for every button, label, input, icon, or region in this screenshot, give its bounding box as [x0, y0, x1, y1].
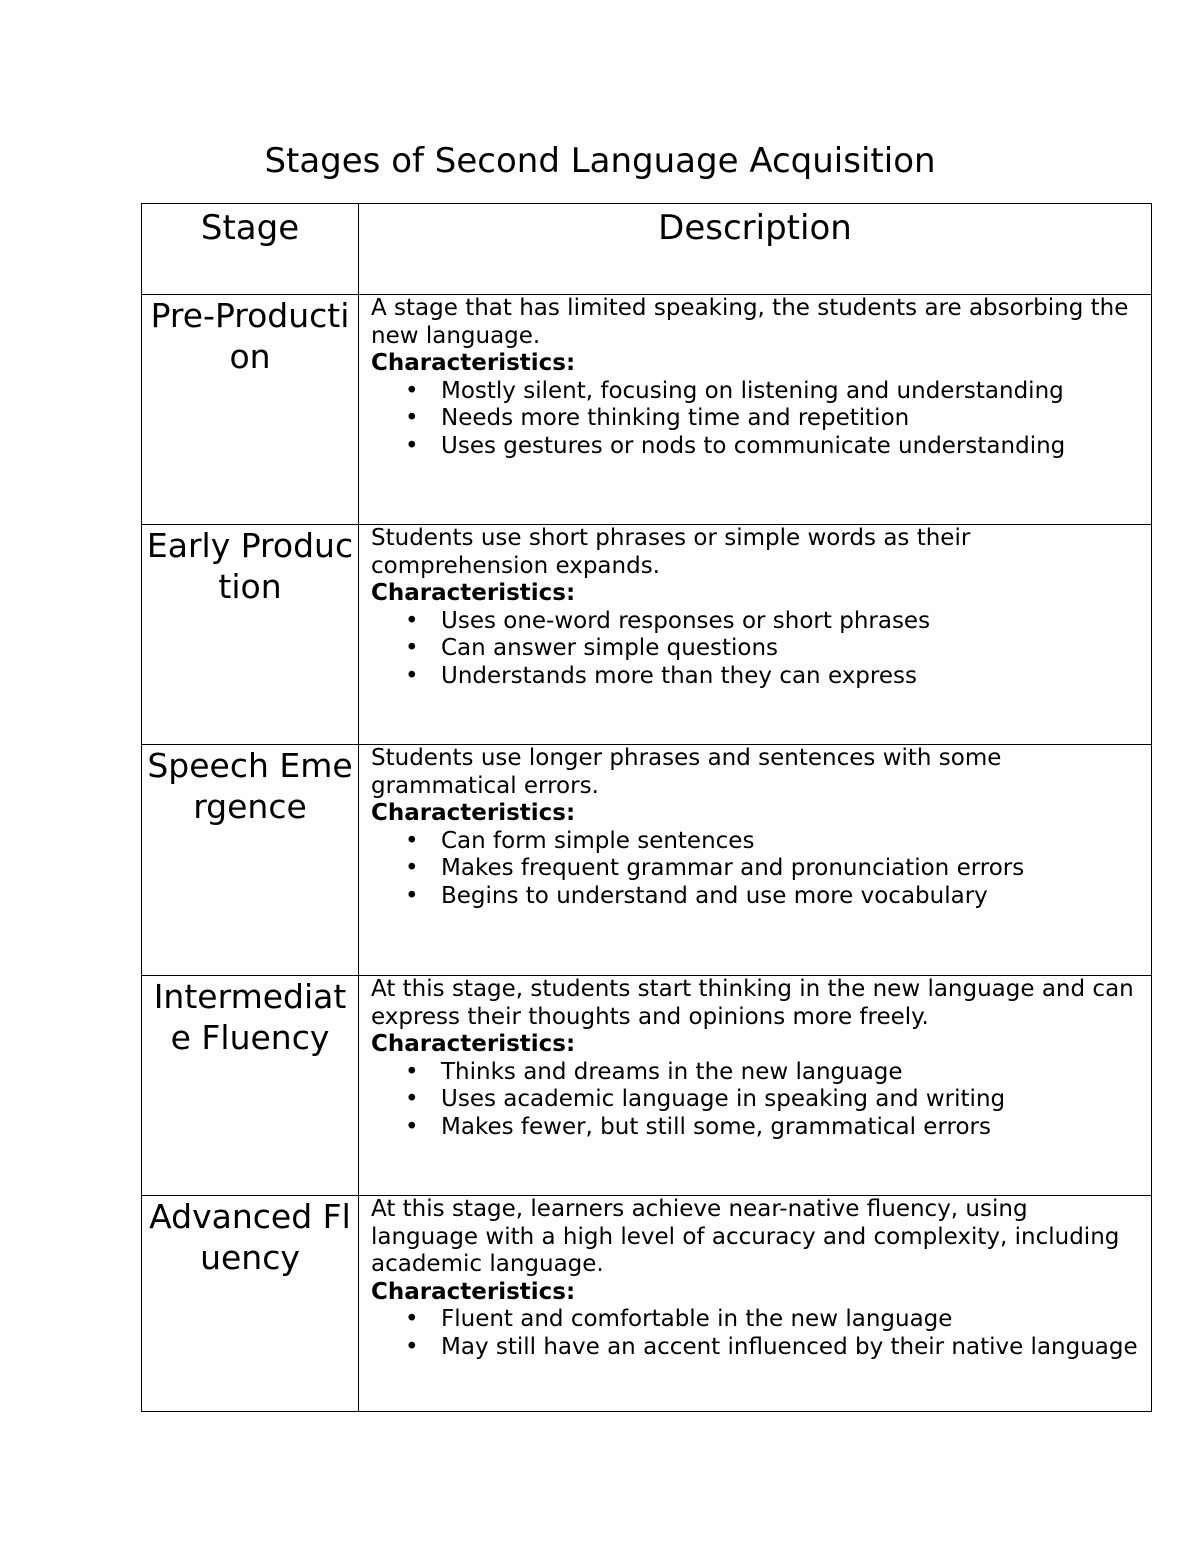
stage-name-cell: Pre-Production [142, 295, 359, 525]
description-column-header: Description [359, 204, 1152, 295]
list-item: • Begins to understand and use more vocabulary [441, 883, 1139, 911]
stage-intro-text: A stage that has limited speaking, the students are absorbing the new language. [371, 295, 1129, 349]
document-title: Stages of Second Language Acquisition [264, 141, 936, 181]
list-item: • Uses academic language in speaking and writing [441, 1086, 1139, 1114]
table-header-row [142, 204, 1152, 295]
characteristics-label: Characteristics: [371, 1278, 576, 1305]
list-item: • Makes frequent grammar and pronunciation errors [441, 855, 1139, 883]
characteristics-list [371, 378, 1139, 461]
stage-intro-text: At this stage, students start thinking in the new language and can express their thoughts and opinions more freely. [371, 976, 1134, 1030]
characteristics-label: Characteristics: [371, 800, 576, 826]
list-item: • Uses gestures or nods to communicate understanding [441, 433, 1139, 461]
list-item: • Can answer simple questions [441, 635, 1139, 663]
characteristics-list [371, 828, 1139, 911]
list-item: • May still have an accent influenced by their native language [441, 1334, 1139, 1362]
list-item: • Needs more thinking time and repetition [441, 405, 1139, 433]
description-cell [359, 295, 1152, 525]
list-item: • Uses one-word responses or short phrases [441, 608, 1139, 636]
stages-table [141, 203, 1152, 1412]
list-item: • Makes fewer, but still some, grammatical errors [441, 1114, 1139, 1142]
stage-name-cell: Early Production [142, 525, 359, 745]
characteristics-list [371, 1059, 1139, 1142]
characteristics-label: Characteristics: [371, 350, 576, 376]
table-row [142, 1196, 1152, 1412]
table-row [142, 976, 1152, 1196]
stage-name-cell: Intermediate Fluency [142, 976, 359, 1196]
description-cell [359, 976, 1152, 1196]
description-cell [359, 525, 1152, 745]
list-item: • Mostly silent, focusing on listening and understanding [441, 378, 1139, 406]
table-row [142, 525, 1152, 745]
characteristics-label: Characteristics: [371, 580, 576, 606]
stage-intro-text: At this stage, learners achieve near-native fluency, using language with a high level of accuracy and complexity, including academic language. [371, 1196, 1120, 1277]
stage-intro-text: Students use longer phrases and sentences with some grammatical errors. [371, 745, 1002, 799]
characteristics-label: Characteristics: [371, 1031, 576, 1057]
description-cell [359, 1196, 1152, 1412]
characteristics-list [371, 608, 1139, 691]
stage-intro-text: Students use short phrases or simple words as their comprehension expands. [371, 525, 971, 579]
list-item: • Can form simple sentences [441, 828, 1139, 856]
stage-column-header: Stage [142, 204, 359, 295]
stage-name-cell: Speech Emergence [142, 745, 359, 976]
table-row [142, 295, 1152, 525]
list-item: • Fluent and comfortable in the new language [441, 1306, 1139, 1334]
table-row [142, 745, 1152, 976]
characteristics-list [371, 1306, 1139, 1361]
list-item: • Understands more than they can express [441, 663, 1139, 691]
list-item: • Thinks and dreams in the new language [441, 1059, 1139, 1087]
description-cell [359, 745, 1152, 976]
stage-name-cell: Advanced Fluency [142, 1196, 359, 1412]
